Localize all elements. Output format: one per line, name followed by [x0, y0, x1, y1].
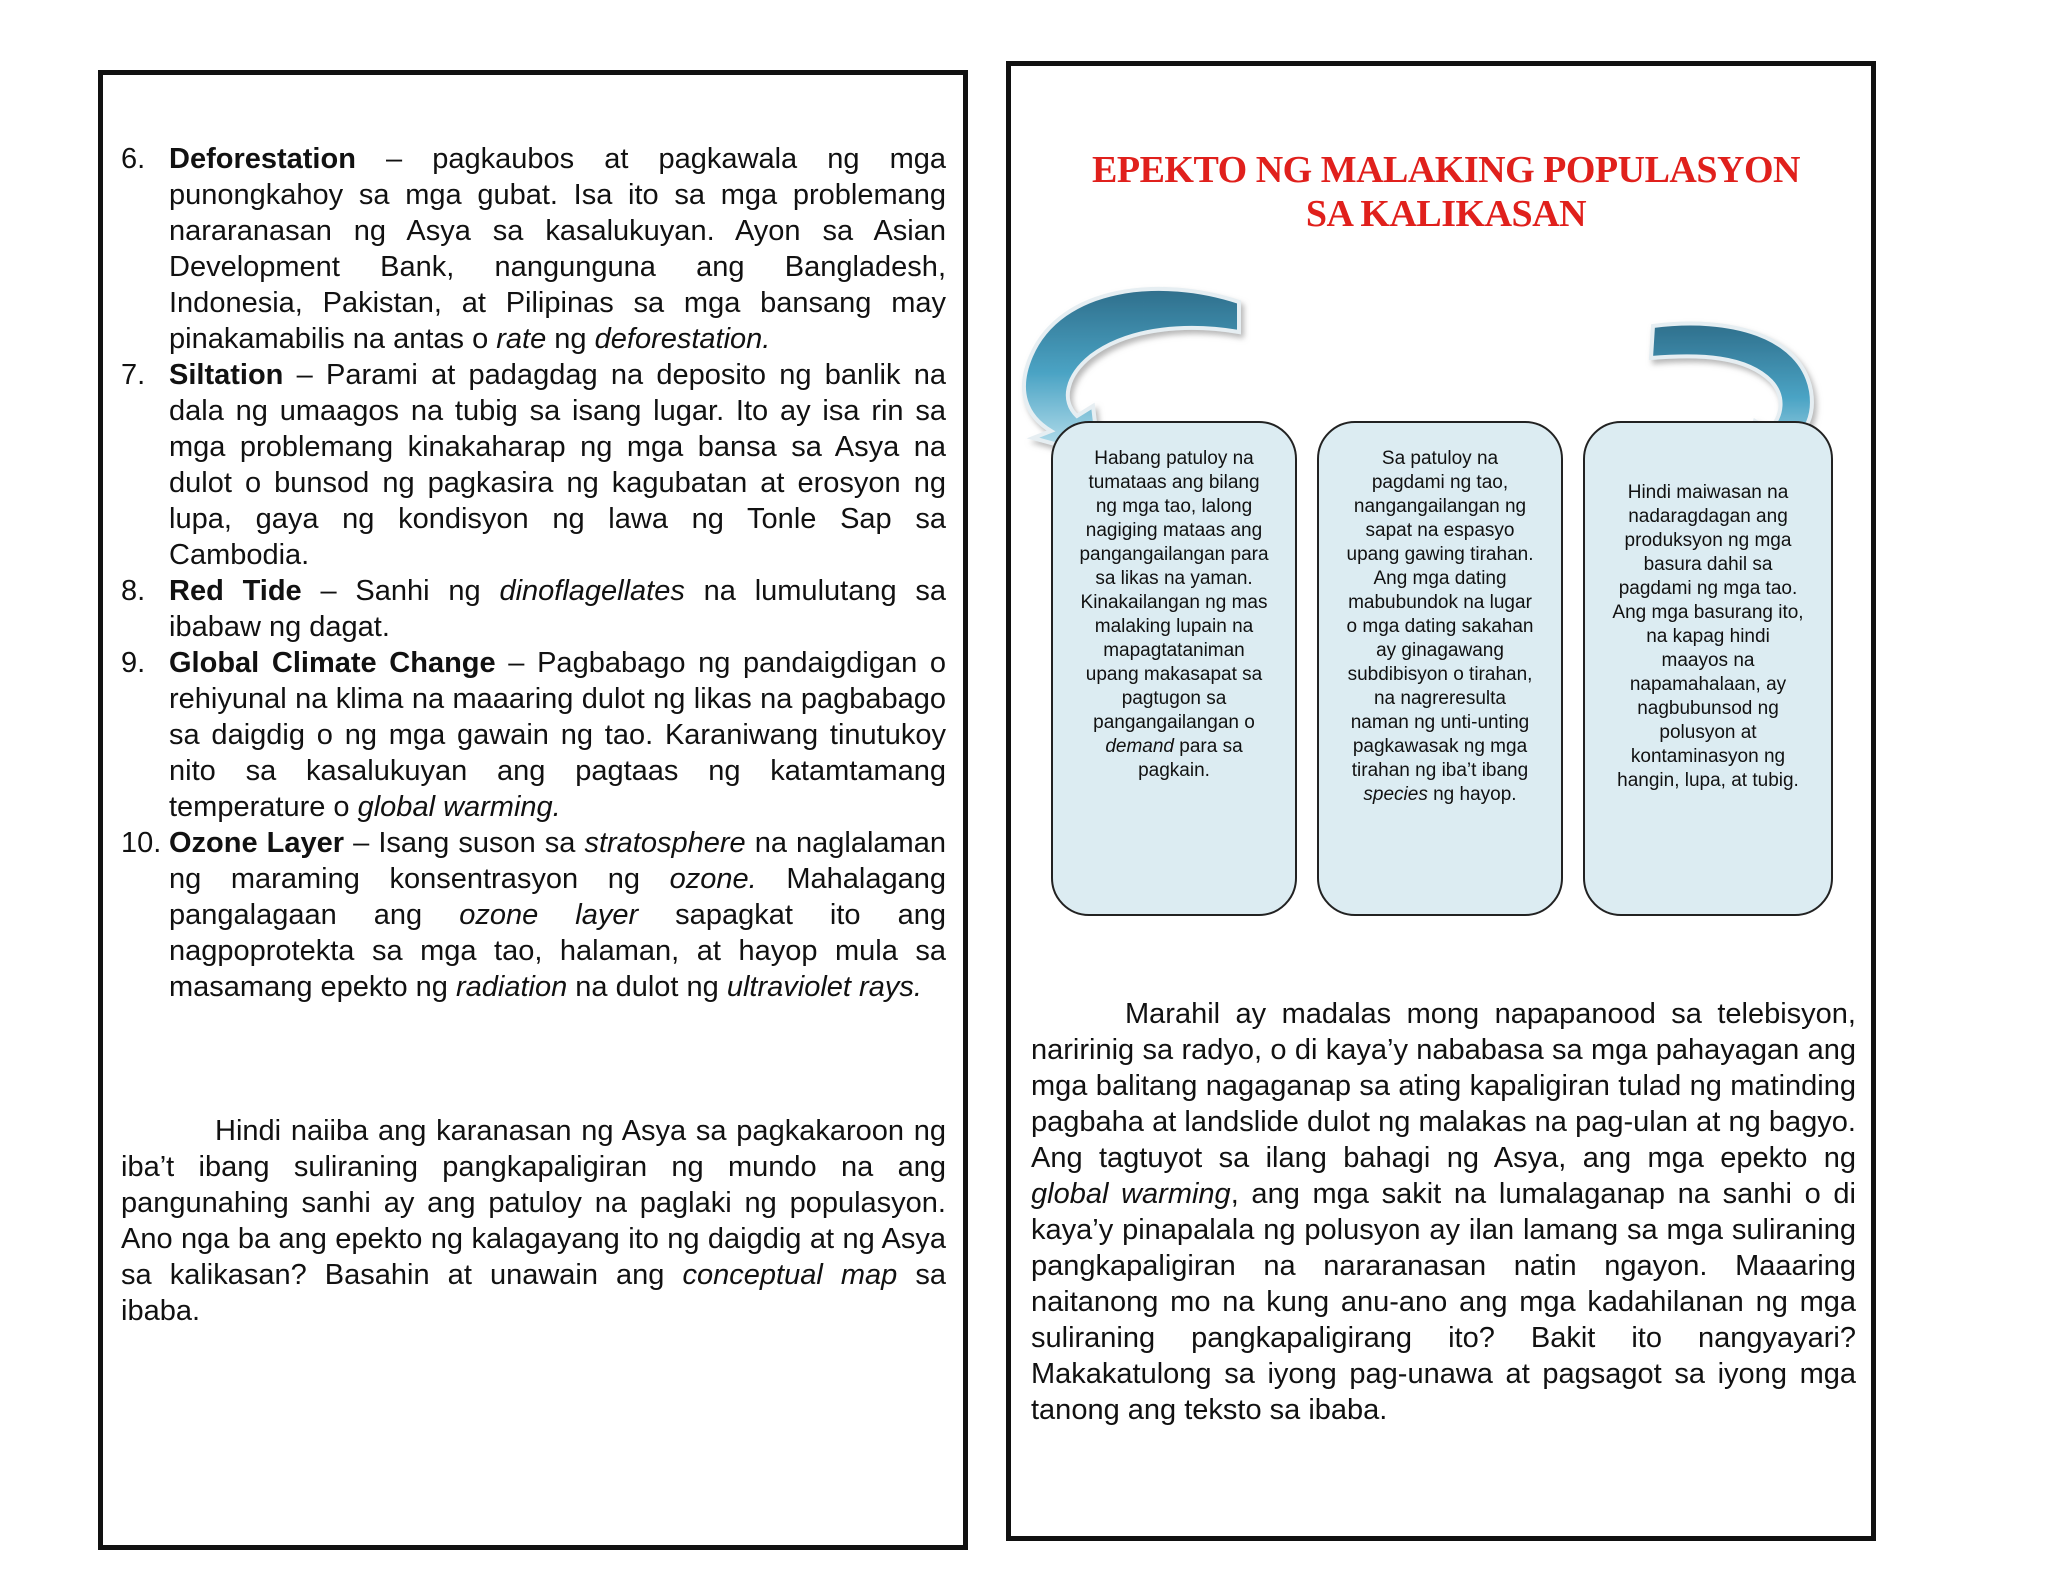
- separator: –: [344, 827, 379, 859]
- list-item-siltation: [121, 357, 946, 573]
- definition-text: Pagbabago ng pandaigdigan o rehiyunal na klima na maaaring dulot ng likas na pagbabago sa daigdig o ng mga gawain ng tao. Karaniwang tinutukoy nito sa kasalukuyan ang pagtaas ng katamtamang temperature o: [169, 647, 946, 823]
- term-list: [121, 141, 946, 1005]
- box-text: Hindi maiwasan na nadaragdagan ang produksyon ng mga basura dahil sa pagdami ng mga tao. Ang mga basurang ito, na kapag hindi maayos na napamahalaan, ay nagbubunsod ng polusyon at kontaminasyon ng hangin, lupa, at tubig.: [1612, 482, 1804, 791]
- concept-box-likas-yaman: [1051, 421, 1297, 916]
- separator: –: [355, 143, 433, 175]
- definition-text: Mahalagang pangalagaan ang: [169, 863, 946, 931]
- definition-italic: ozone.: [669, 863, 757, 895]
- item-number: 10.: [121, 827, 162, 859]
- definition-italic: dinoflagellates: [499, 575, 685, 607]
- paragraph-italic: global warming: [1031, 1178, 1231, 1210]
- definition-text: sapagkat ito ang nagpoprotekta sa mga tao, halaman, at hayop mula sa masamang epekto ng: [169, 899, 946, 1003]
- term: Red Tide: [169, 575, 302, 607]
- box-text: Sa patuloy na pagdami ng tao, nangangailangan ng sapat na espasyo upang gawing tirahan. Ang mga dating mabubundok na lugar o mga dating sakahan ay ginagawang subdibisyon o tirahan, na nagreresulta naman ng unti-unting pagkawasak ng mga tirahan ng iba’t ibang: [1346, 448, 1534, 781]
- box-italic: demand: [1105, 736, 1174, 757]
- paragraph-text: Hindi naiiba ang karanasan ng Asya sa pagkakaroon ng iba’t ibang suliraning pangkapaligiran ng mundo na ang pangunahing sanhi ay ang patuloy na paglaki ng populasyon. Ano nga ba ang epekto ng kalagayang ito ng daigdig at ng Asya sa kalikasan? Basahin at unawain ang: [121, 1115, 946, 1291]
- term: Ozone Layer: [169, 827, 345, 859]
- list-item-global-climate-change: [121, 645, 946, 825]
- item-number: 7.: [121, 359, 146, 391]
- paragraph-text: , ang mga sakit na lumalaganap na sanhi o di kaya’y pinapalala ng polusyon ay ilan lamang sa mga suliraning pangkapaligiran na nararanasan natin ngayon. Maaaring naitanong mo na kung anu-ano ang mga kadahilanan ng mga suliraning pangkapaligirang ito? Bakit ito nangyayari? Makakatulong sa iyong pag-unawa at pagsagot sa iyong mga tanong ang teksto sa ibaba.: [1031, 1178, 1856, 1426]
- concept-box-tirahan: [1317, 421, 1563, 916]
- definition-italic: rate: [496, 323, 547, 355]
- list-item-red-tide: [121, 573, 946, 645]
- definition-text: Sanhi ng: [355, 575, 500, 607]
- box-text: Habang patuloy na tumataas ang bilang ng mga tao, lalong nagiging mataas ang pangangailangan para sa likas na yaman. Kinakailangan ng mas malaking lupain na mapagtataniman upang makasapat sa pagtugon sa pangangailangan o: [1079, 448, 1269, 733]
- map-title-line: EPEKTO NG MALAKING POPULASYON: [1092, 149, 1800, 191]
- term: Deforestation: [169, 143, 356, 175]
- definition-italic: ozone layer: [459, 899, 639, 931]
- definition-italic: stratosphere: [584, 827, 746, 859]
- item-number: 8.: [121, 575, 146, 607]
- term: Global Climate Change: [169, 647, 496, 679]
- map-title-line: SA KALIKASAN: [1305, 193, 1587, 235]
- definition-italic: global warming.: [357, 791, 561, 823]
- box-text: ng hayop.: [1427, 784, 1517, 805]
- paragraph-italic: conceptual map: [682, 1259, 898, 1291]
- definition-text: Parami at padagdag na deposito ng banlik na dala ng umaagos na tubig sa isang lugar. Ito ay isa rin sa mga problemang kinakaharap ng mga bansa sa Asya na dulot o bunsod ng pagkasira ng kagubatan at erosyon ng lupa, gaya ng kondisyon ng lawa ng Tonle Sap sa Cambodia.: [169, 359, 946, 571]
- left-page: [98, 70, 968, 1550]
- paragraph-text: Marahil ay madalas mong napapanood sa telebisyon, naririnig sa radyo, o di kaya’y nababasa sa mga pahayagan ang mga balitang nagaganap sa ating kapaligiran tulad ng matinding pagbaha at landslide dulot ng malakas na pag-ulan at ng bagyo. Ang tagtuyot sa ilang bahagi ng Asya, ang mga epekto ng: [1031, 998, 1856, 1174]
- body-paragraph: [1031, 996, 1856, 1428]
- box-text: para sa pagkain.: [1138, 736, 1243, 781]
- definition-italic: ultraviolet rays.: [726, 971, 922, 1003]
- term: Siltation: [169, 359, 284, 391]
- list-item-ozone-layer: [121, 825, 946, 1005]
- separator: –: [301, 575, 356, 607]
- item-number: 6.: [121, 143, 146, 175]
- definition-text: na lumulutang sa ibabaw ng dagat.: [169, 575, 947, 643]
- paragraph-text: sa ibaba.: [121, 1259, 946, 1327]
- definition-italic: deforestation.: [594, 323, 771, 355]
- right-page: [1006, 61, 1876, 1541]
- definition-text: Isang suson sa: [378, 827, 585, 859]
- definition-italic: radiation: [455, 971, 568, 1003]
- list-item-deforestation: [121, 141, 946, 357]
- definition-text: pagkaubos at pagkawala ng mga punongkahoy sa mga gubat. Isa ito sa mga problemang nararanasan ng Asya sa kasalukuyan. Ayon sa Asian Development Bank, nangunguna ang Bangladesh, Indonesia, Pakistan, at Pilipinas sa mga bansang may pinakamabilis na antas o: [169, 143, 946, 355]
- separator: –: [283, 359, 327, 391]
- concept-box-basura: [1583, 421, 1833, 916]
- definition-text: na dulot ng: [567, 971, 727, 1003]
- box-italic: species: [1363, 784, 1428, 805]
- definition-text: ng: [546, 323, 595, 355]
- definition-text: na naglalaman ng maraming konsentrasyon ng: [169, 827, 946, 895]
- item-number: 9.: [121, 647, 146, 679]
- intro-paragraph: [121, 1113, 946, 1329]
- separator: –: [495, 647, 538, 679]
